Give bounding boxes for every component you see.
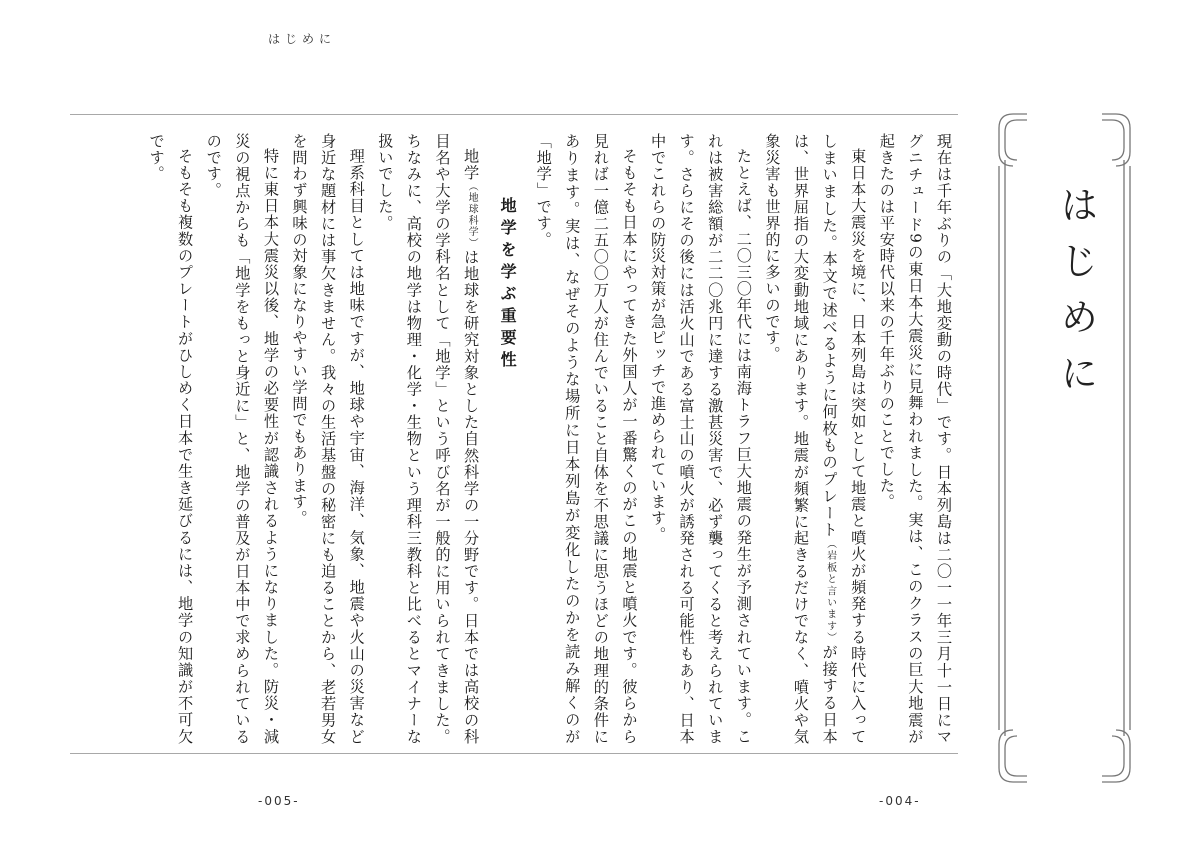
paragraph-part: 東日本大震災を境に、日本列島は突如として地震と噴火が頻発する時代に入ってしまいました。本文で述べるように何枚ものプレート	[820, 133, 868, 745]
section-heading: 地学を学ぶ重要性	[498, 197, 518, 373]
paragraph: そもそも複数のプレートがひしめく日本で生き延びるには、地学の知識が不可欠です。	[147, 133, 195, 745]
inline-note: （岩板と言います）	[824, 538, 836, 645]
paragraph: 特に東日本大震災以後、地学の必要性が認識されるようになりました。防災・減災の視点からも「地学をもっと身近に」と、地学の普及が日本中で求められているのです。	[204, 133, 280, 745]
paragraph-part: 地学	[462, 148, 481, 182]
page-number-left: -005-	[258, 794, 300, 808]
paragraph: 現在は千年ぶりの「大地変動の時代」です。日本列島は二〇一一年三月十一日にマグニチュード9の東日本大震災に見舞われました。実は、このクラスの巨大地震が起きたのは平安時代以来の千年ぶりのことでした。	[877, 133, 953, 745]
inline-note: （地球科学）	[466, 181, 478, 250]
paragraph	[758, 133, 872, 745]
bottom-rule	[70, 753, 958, 754]
paragraph-part: が接する日本は、世界屈指の大変動地域にあります。地震が頻繁に起きるだけでなく、噴火や気象災害も世界的に多いのです。	[763, 133, 839, 745]
page-number-right: -004-	[879, 794, 921, 808]
running-head: はじめに	[268, 32, 337, 46]
paragraph: 理系科目としては地味ですが、地球や宇宙、海洋、気象、地震や火山の災害など身近な題材には事欠きません。我々の生活基盤の秘密にも迫ることから、老若男女を問わず興味の対象になりやすい学問でもあります。	[290, 133, 366, 745]
paragraph	[371, 133, 485, 745]
paragraph-part: は地球を研究対象とした自然科学の一分野です。日本では高校の科目名や大学の学科名として「地学」という呼び名が一般的に用いられてきました。ちなみに、高校の地学は物理・化学・生物という理科三教科と比べるとマイナーな扱いでした。	[376, 133, 481, 745]
chapter-title: はじめに	[1054, 185, 1098, 409]
body-text	[70, 133, 958, 745]
paragraph: そもそも日本にやってきた外国人が一番驚くのがこの地震と噴火です。彼らから見れば一億二五〇〇万人が住んでいること自体を不思議に思うほどの地理的条件にあります。実は、なぜそのような場所に日本列島が変化したのかを読み解くのが「地学」です。	[534, 133, 639, 745]
paragraph: たとえば、二〇三〇年代には南海トラフ巨大地震の発生が予測されています。これは被害総額が二二〇兆円に達する激甚災害で、必ず襲ってくると考えられています。さらにその後には活火山である富士山の噴火が誘発される可能性もあり、日本中でこれらの防災対策が急ピッチで進められています。	[649, 133, 753, 745]
top-rule	[70, 114, 958, 115]
